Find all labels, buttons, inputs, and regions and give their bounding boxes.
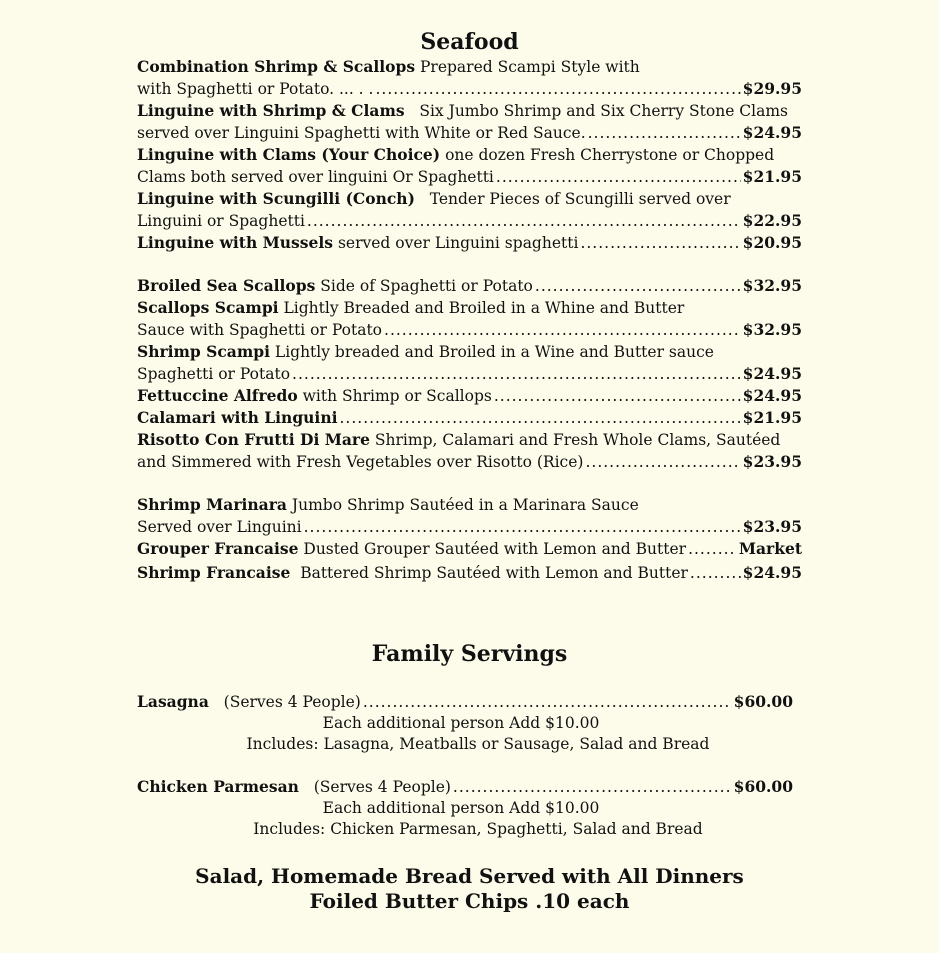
item-includes: Includes: Chicken Parmesan, Spaghetti, Salad and Bread (253, 820, 703, 838)
item-name: Shrimp Scampi (137, 342, 270, 361)
item-price: $21.95 (742, 408, 802, 427)
item-description: Linguini or Spaghetti (137, 212, 305, 230)
item-description: Clams both served over linguini Or Spaghetti (137, 168, 494, 186)
leader-dots (453, 776, 732, 798)
leader-dots (688, 538, 737, 560)
item-description: one dozen Fresh Cherrystone or Chopped (445, 146, 775, 164)
leader-dots (580, 232, 740, 254)
menu-item (137, 494, 802, 538)
item-includes: Includes: Lasagna, Meatballs or Sausage, Salad and Bread (246, 735, 710, 753)
item-description: Prepared Scampi Style with (420, 58, 640, 76)
item-price: $24.95 (742, 386, 802, 405)
item-price: $32.95 (742, 320, 802, 339)
section-gap (137, 254, 802, 275)
item-description: served over Linguini Spaghetti with White or Red Sauce. (137, 124, 586, 142)
item-description: Served over Linguini (137, 518, 302, 536)
item-price: $24.95 (742, 123, 802, 142)
menu-item (137, 341, 802, 385)
leader-dots (339, 407, 740, 429)
item-description: Tender Pieces of Scungilli served over (429, 190, 731, 208)
item-description: served over Linguini spaghetti (337, 234, 579, 252)
item-name: Lasagna (137, 692, 209, 711)
item-name: Risotto Con Frutti Di Mare (137, 430, 370, 449)
item-serves: (Serves 4 People) (313, 778, 451, 796)
footer-note (0, 864, 939, 914)
leader-dots (363, 691, 732, 713)
item-name: Linguine with Shrimp & Clams (137, 101, 405, 120)
item-price: $60.00 (733, 777, 793, 796)
footer-line-2: Foiled Butter Chips .10 each (309, 889, 630, 913)
item-price: $22.95 (742, 211, 802, 230)
leader-dots (585, 451, 740, 473)
item-additional: Each additional person Add $10.00 (322, 799, 600, 817)
item-description: with Shrimp or Scallops (302, 387, 492, 405)
item-description: Dusted Grouper Sautéed with Lemon and Butter (303, 540, 687, 558)
family-servings-heading: Family Servings (371, 641, 568, 667)
menu-item (137, 100, 802, 144)
family-item (137, 691, 793, 755)
item-description: Lightly breaded and Broiled in a Wine and Butter sauce (274, 343, 714, 361)
item-price: $24.95 (742, 563, 802, 582)
item-name: Fettuccine Alfredo (137, 386, 298, 405)
item-price: $60.00 (733, 692, 793, 711)
family-list (137, 691, 793, 840)
item-price: Market (738, 539, 802, 558)
menu-item (137, 56, 802, 100)
menu-item (137, 297, 802, 341)
leader-dots (304, 516, 741, 538)
menu-item (137, 407, 802, 429)
item-description: Jumbo Shrimp Sautéed in a Marinara Sauce (291, 496, 639, 514)
item-name: Linguine with Clams (Your Choice) (137, 145, 441, 164)
item-price: $21.95 (742, 167, 802, 186)
item-name: Shrimp Francaise (137, 563, 291, 582)
item-description: Lightly Breaded and Broiled in a Whine and Butter (283, 299, 685, 317)
item-name: Grouper Francaise (137, 539, 299, 558)
item-name: Calamari with Linguini (137, 408, 338, 427)
item-description: Battered Shrimp Sautéed with Lemon and Butter (300, 564, 688, 582)
item-name: Combination Shrimp & Scallops (137, 57, 416, 76)
leader-dots (494, 385, 741, 407)
item-name: Chicken Parmesan (137, 777, 299, 796)
leader-dots (307, 210, 741, 232)
item-description: and Simmered with Fresh Vegetables over Risotto (Rice) (137, 453, 584, 471)
item-description: Spaghetti or Potato (137, 365, 291, 383)
section-gap (137, 755, 793, 776)
item-description: Six Jumbo Shrimp and Six Cherry Stone Clams (419, 102, 788, 120)
item-description: with Spaghetti or Potato. ... . . (137, 80, 374, 98)
leader-dots (690, 560, 741, 586)
leader-dots (384, 319, 741, 341)
item-name: Linguine with Mussels (137, 233, 333, 252)
leader-dots (375, 78, 740, 100)
menu-item (137, 429, 802, 473)
item-price: $29.95 (742, 79, 802, 98)
item-price: $24.95 (742, 364, 802, 383)
menu-item (137, 188, 802, 232)
item-price: $32.95 (742, 276, 802, 295)
menu-item (137, 144, 802, 188)
item-name: Shrimp Marinara (137, 495, 287, 514)
menu-item (137, 560, 802, 586)
item-price: $23.95 (742, 517, 802, 536)
menu-item (137, 232, 802, 254)
menu-item (137, 538, 802, 560)
leader-dots (496, 166, 741, 188)
item-description: Side of Spaghetti or Potato (320, 277, 533, 295)
leader-dots (535, 275, 741, 297)
menu-item (137, 385, 802, 407)
item-name: Linguine with Scungilli (Conch) (137, 189, 415, 208)
seafood-heading: Seafood (420, 29, 519, 55)
section-gap (137, 473, 802, 494)
seafood-list (137, 56, 802, 586)
leader-dots (588, 122, 741, 144)
item-description: Shrimp, Calamari and Fresh Whole Clams, Sautéed (374, 431, 781, 449)
item-additional: Each additional person Add $10.00 (322, 714, 600, 732)
footer-line-1: Salad, Homemade Bread Served with All Dinners (195, 864, 744, 888)
leader-dots (292, 363, 741, 385)
item-name: Scallops Scampi (137, 298, 279, 317)
item-price: $20.95 (742, 233, 802, 252)
item-name: Broiled Sea Scallops (137, 276, 316, 295)
item-price: $23.95 (742, 452, 802, 471)
family-item (137, 776, 793, 840)
item-serves: (Serves 4 People) (223, 693, 361, 711)
menu-item (137, 275, 802, 297)
item-description: Sauce with Spaghetti or Potato (137, 321, 383, 339)
